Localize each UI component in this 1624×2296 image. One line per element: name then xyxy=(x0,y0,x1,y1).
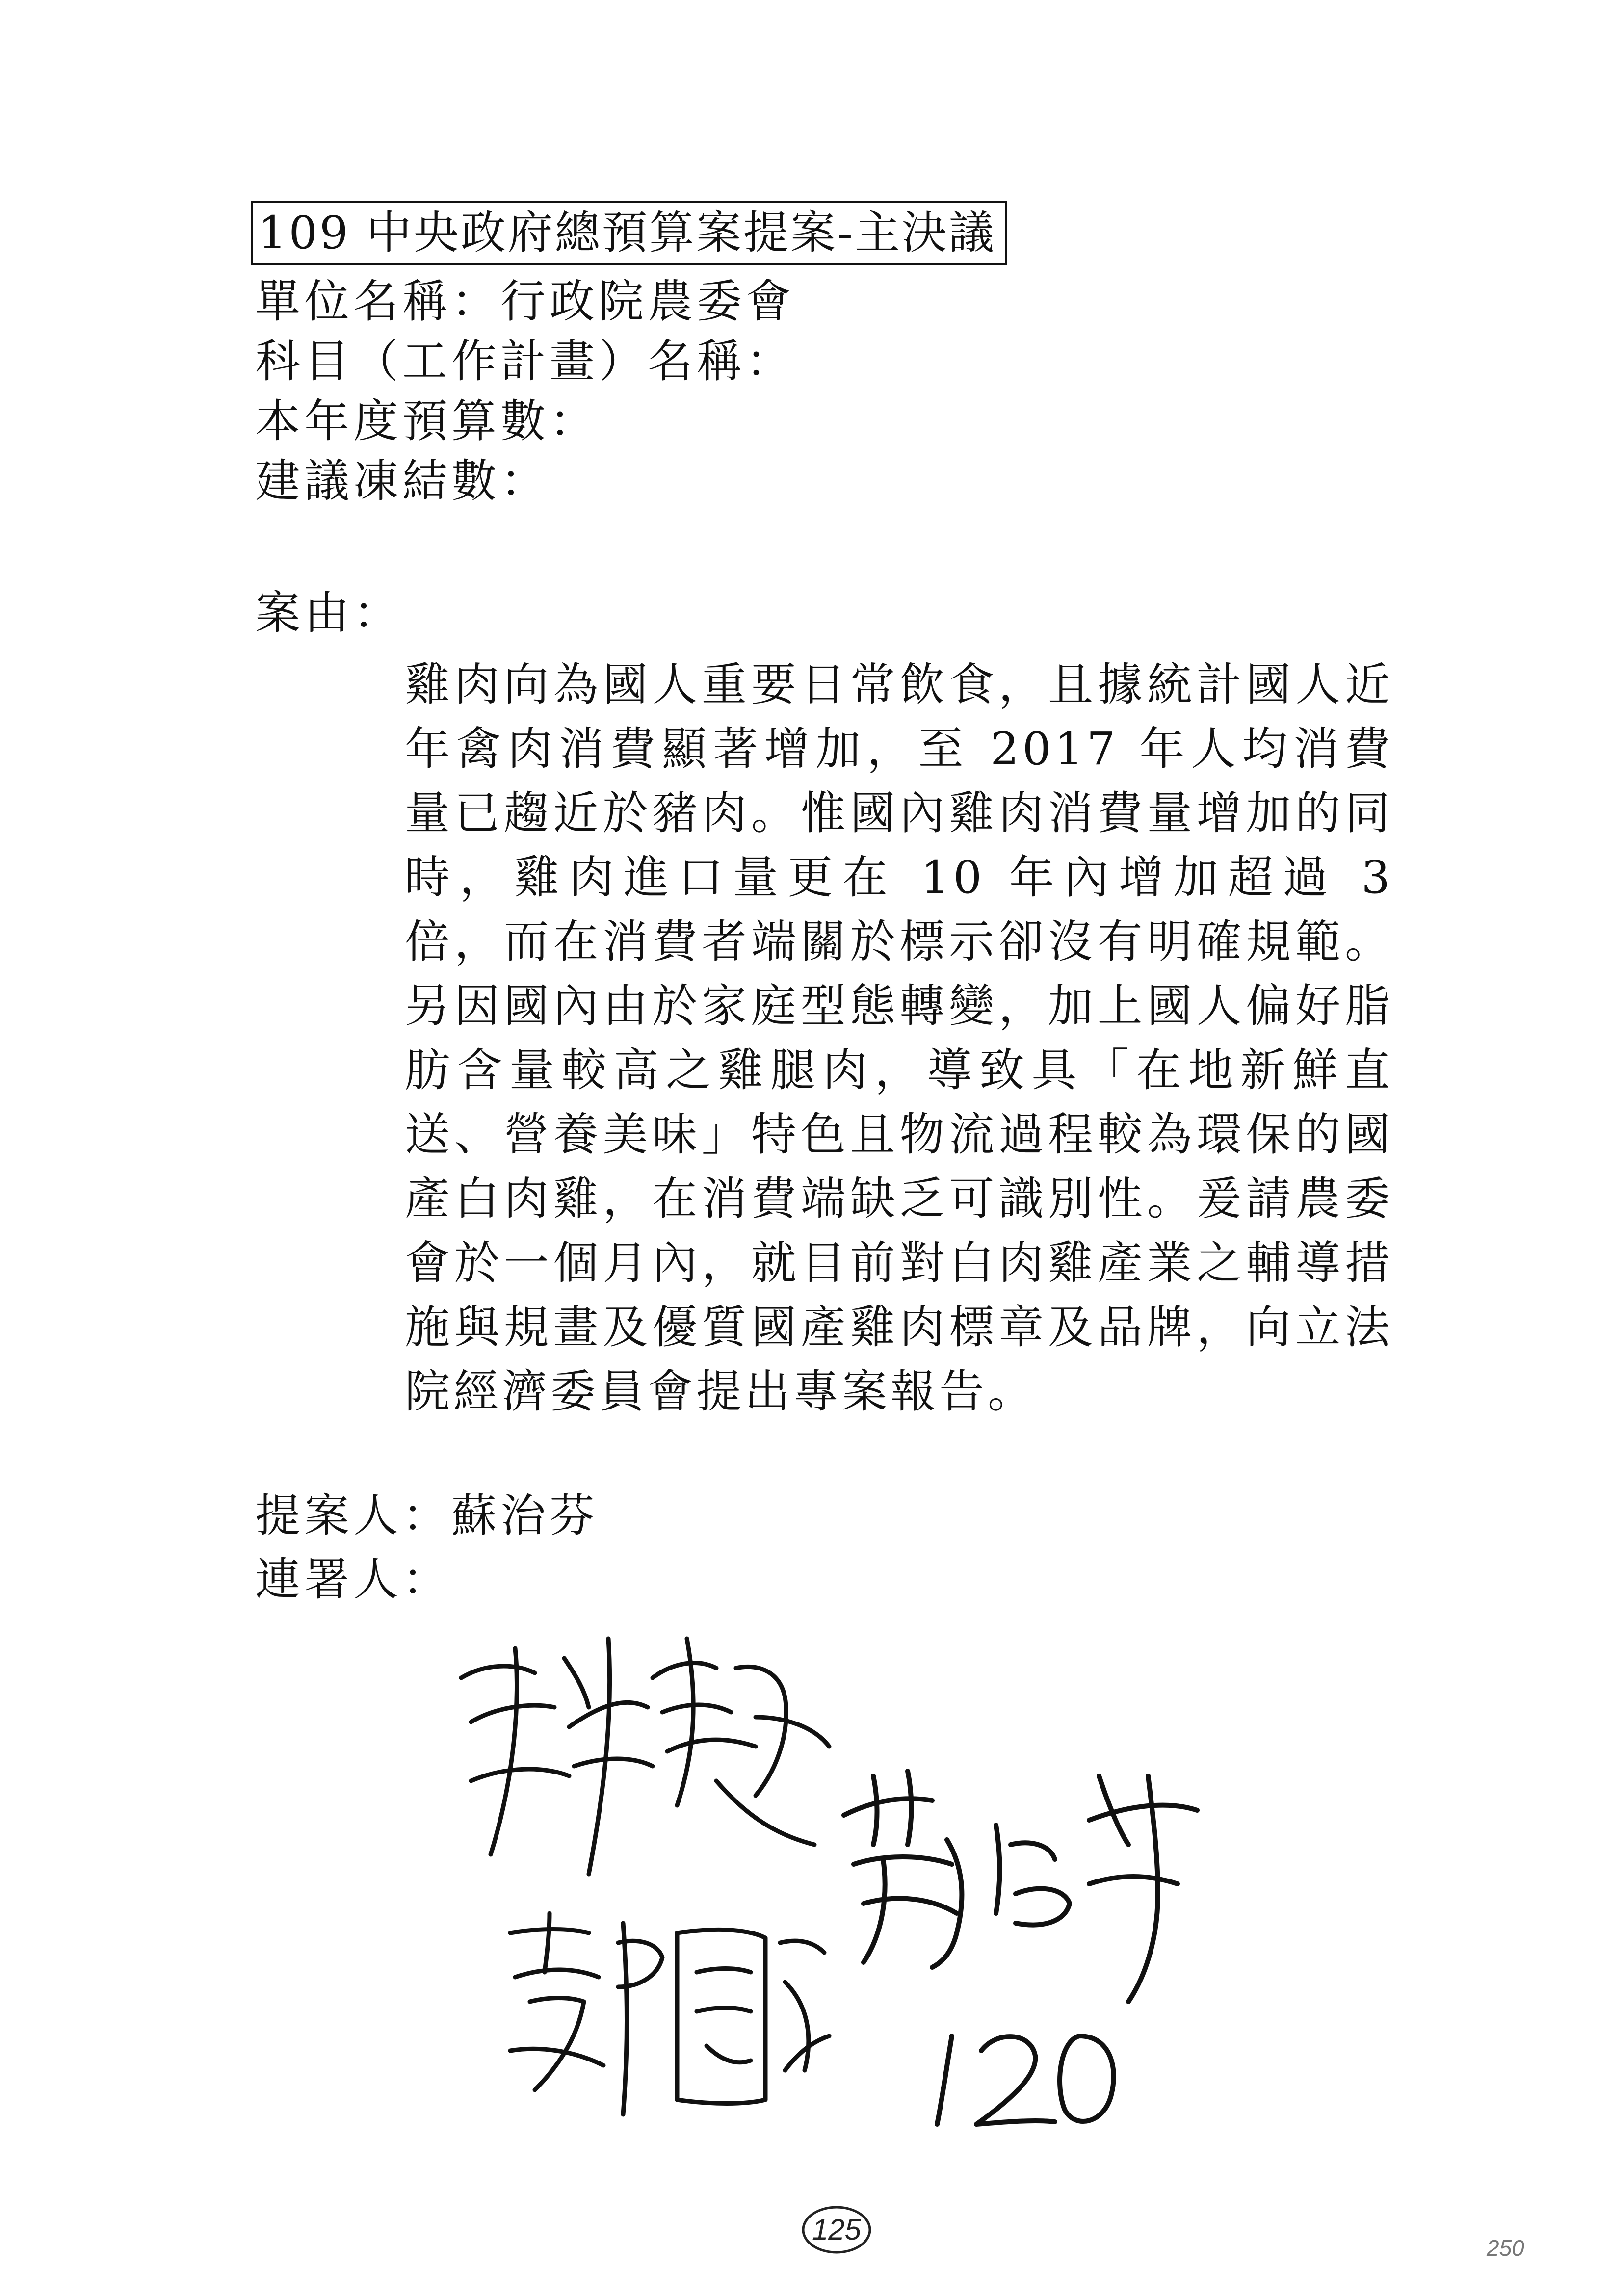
subject-name-label: 科目（工作計畫）名稱： xyxy=(255,335,795,388)
unit-name-label: 單位名稱： xyxy=(255,275,501,328)
page-title: 109 中央政府總預算案提案-主決議 xyxy=(251,201,1007,265)
circled-page-stamp xyxy=(800,2203,873,2257)
unit-name-value: 行政院農委會 xyxy=(500,275,795,328)
signature-3 xyxy=(491,1904,834,2139)
handwritten-number xyxy=(917,2016,1124,2134)
reason-heading: 案由： xyxy=(255,587,403,639)
reason-body: 雞肉向為國人重要日常飲食，且據統計國人近年禽肉消費顯著增加，至 2017 年人均消費量已趨近於豬肉。惟國內雞肉消費量增加的同時，雞肉進口量更在 10 年內增加超過 3 倍，而在消費者端關於標示卻沒有明確規範。另因國內由於家庭型態轉變，加上國人偏好脂肪含量較高之雞腿肉，導致具「在地新鮮直送、營養美味」特色且物流過程較為環保的國產白肉雞，在消費端缺乏可識別性。爰請農委會於一個月內，就目前對白肉雞產業之輔導措施與規畫及優質國產雞肉標章及品牌，向立法院經濟委員會提出專案報告。 xyxy=(405,658,1393,1418)
circled-page-number: 125 xyxy=(812,2213,862,2246)
budget-amount-line xyxy=(255,392,599,451)
signature-2 xyxy=(834,1747,1207,2021)
budget-amount-label: 本年度預算數： xyxy=(255,395,599,447)
signature-1 xyxy=(442,1619,844,1894)
proposer-line xyxy=(255,1487,599,1545)
page-number-text: 250 xyxy=(1487,2235,1524,2261)
freeze-amount-label: 建議凍結數： xyxy=(255,455,550,507)
page-number-note xyxy=(1487,2235,1524,2261)
freeze-amount-line xyxy=(255,452,550,511)
proposer-label: 提案人： xyxy=(255,1489,452,1542)
unit-name-line xyxy=(255,272,795,331)
cosigner-label: 連署人： xyxy=(255,1553,452,1606)
proposer-name: 蘇治芬 xyxy=(451,1489,599,1542)
subject-name-line xyxy=(255,332,795,391)
cosigner-line xyxy=(255,1550,451,1609)
